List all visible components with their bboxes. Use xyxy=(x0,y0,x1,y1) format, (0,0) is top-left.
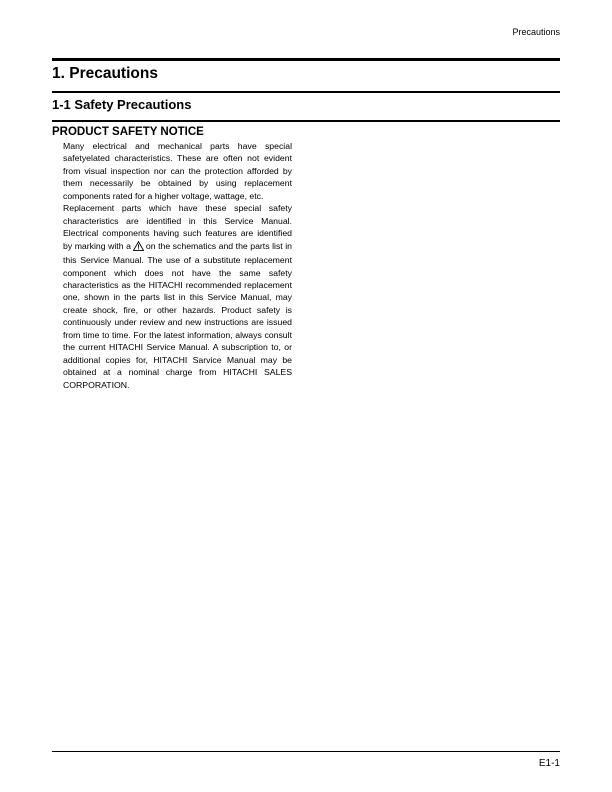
header-rule xyxy=(52,58,560,61)
page-number: E1-1 xyxy=(538,758,560,769)
section-title: 1. Precautions xyxy=(52,65,158,82)
running-header: Precautions xyxy=(512,27,560,37)
notice-body xyxy=(63,140,292,391)
footer-rule xyxy=(52,751,560,752)
notice-paragraph-2-start: Replacement parts which have these special safety characteristics are identified in this Service Manual. Electrical components having such features are identified by marking with a xyxy=(63,203,292,251)
warning-triangle-icon xyxy=(133,241,144,254)
subsection-rule xyxy=(52,120,560,122)
notice-heading: PRODUCT SAFETY NOTICE xyxy=(52,126,204,138)
notice-paragraph-2-end: on the schematics and the parts list in this Service Manual. The use of a substitute replacement component which does not have the same safety characteristics as the HITACHI recommended replacement one, shown in the parts list in this Service Manual, may create shock, fire, or other hazards. Product safety is continuously under review and new instructions are issued from time to time. For the latest information, always consult the current HITACHI Service Manual. A subscription to, or additional copies for, HITACHI Sarvice Manual may be obtained at a nominal charge from HITACHI SALES CORPORATION. xyxy=(63,240,292,390)
section-rule xyxy=(52,91,560,93)
notice-paragraph-1: Many electrical and mechanical parts have special safetyelated characteristics. These are often not evident from visual inspection nor can the protection afforded by them necessarily be obtained by using replacement components rated for a higher voltage, wattage, etc. xyxy=(63,141,292,201)
subsection-title: 1-1 Safety Precautions xyxy=(52,97,192,112)
notice-paragraph-2 xyxy=(63,202,292,391)
